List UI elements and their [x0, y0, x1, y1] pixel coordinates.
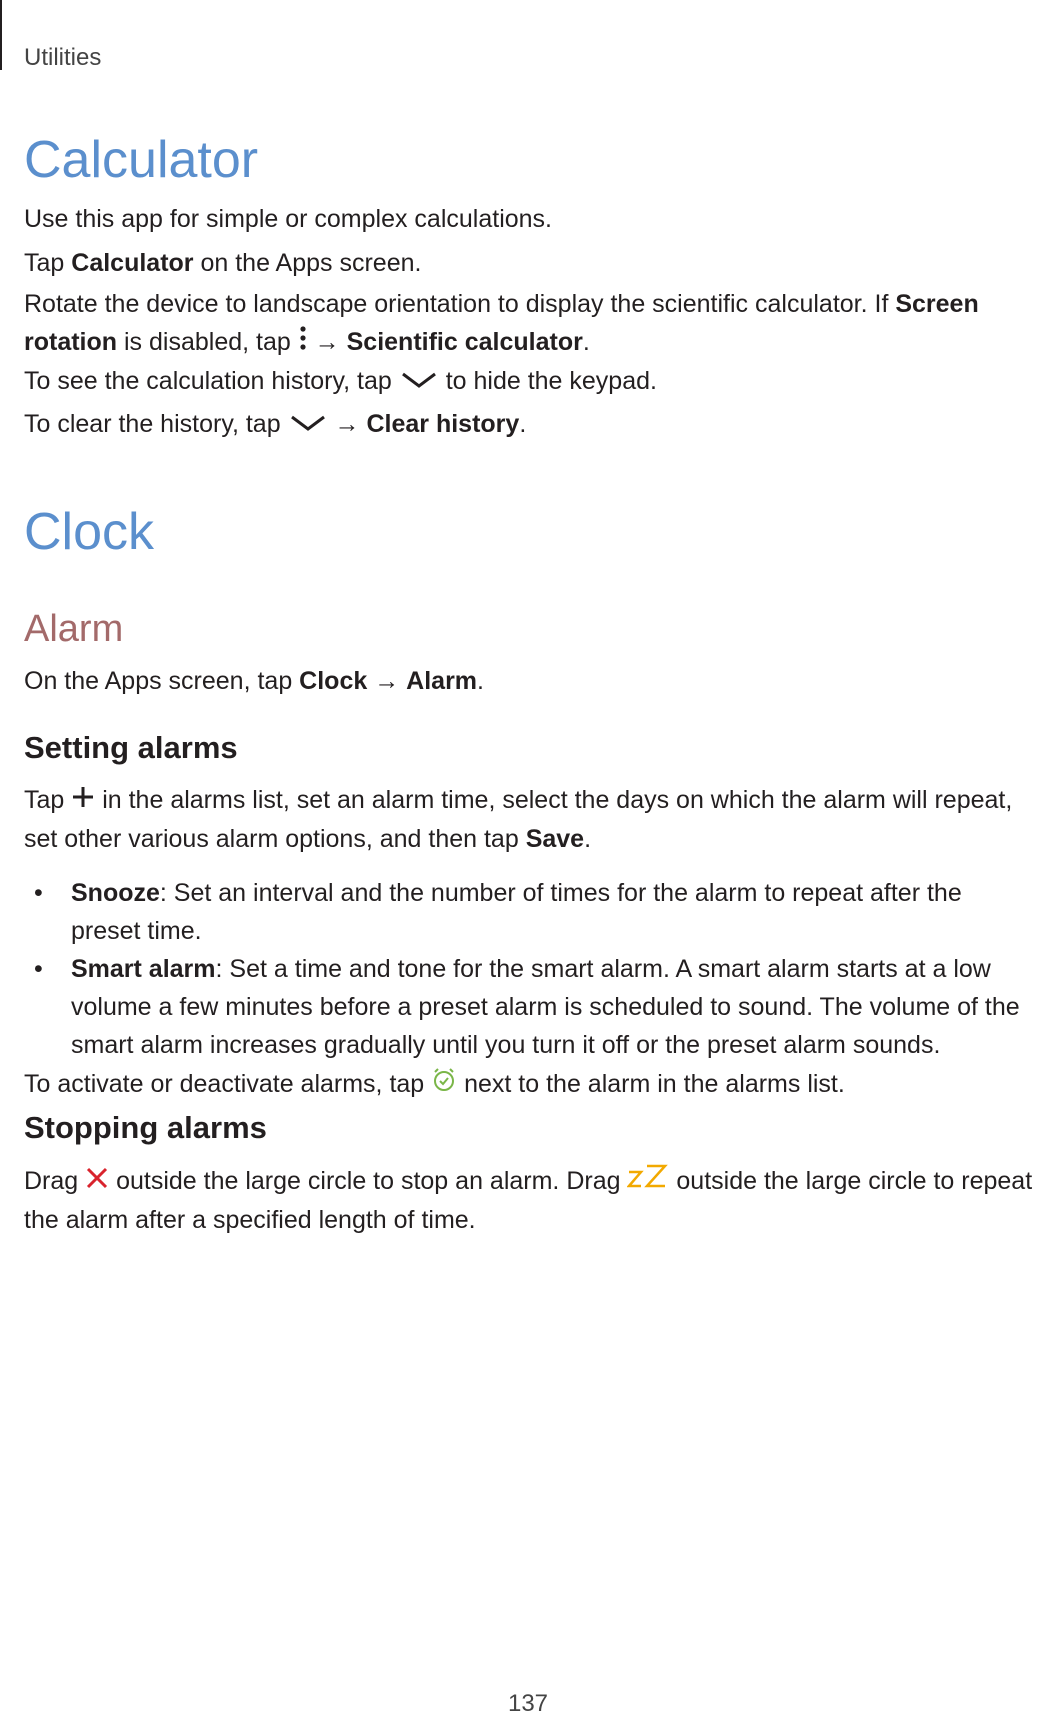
clock-title: Clock: [24, 503, 155, 561]
alarm-open-instruction: On the Apps screen, tap Clock → Alarm.: [24, 667, 484, 695]
page-corner-line: [0, 0, 2, 70]
chevron-down-icon: [288, 406, 328, 444]
stopping-alarms-heading: Stopping alarms: [24, 1110, 267, 1145]
calculator-title: Calculator: [24, 131, 259, 189]
snooze-zz-icon: [627, 1163, 669, 1201]
setting-alarms-heading: Setting alarms: [24, 730, 238, 765]
page-number: 137: [507, 1690, 549, 1717]
alarm-clock-icon: [431, 1066, 457, 1104]
calculator-clear-history-instruction: To clear the history, tap → Clear history.: [24, 405, 1034, 444]
stopping-alarms-instruction: Drag outside the large circle to stop an alarm. Drag outside the large circle to repeat the alarm after a specified length of time.: [24, 1162, 1034, 1239]
calculator-intro: Use this app for simple or complex calculations.: [24, 205, 553, 233]
plus-icon: [71, 782, 95, 820]
chevron-down-icon: [399, 363, 439, 401]
calculator-history-instruction: To see the calculation history, tap to hide the keypad.: [24, 362, 1034, 401]
dismiss-x-icon: [85, 1163, 109, 1201]
section-header: Utilities: [24, 44, 102, 71]
setting-alarms-instruction: Tap in the alarms list, set an alarm time, select the days on which the alarm will repeat, set other various alarm options, and then tap Save.: [24, 781, 1034, 858]
more-options-icon: [298, 324, 308, 362]
activate-alarms-instruction: To activate or deactivate alarms, tap next to the alarm in the alarms list.: [24, 1065, 1034, 1104]
calculator-open-instruction: Tap Calculator on the Apps screen.: [24, 249, 422, 277]
calculator-rotate-instruction: Rotate the device to landscape orientation to display the scientific calculator. If Screen rotation is disabled, tap → Scientific calculator.: [24, 285, 1034, 362]
alarm-subtitle: Alarm: [24, 608, 124, 650]
